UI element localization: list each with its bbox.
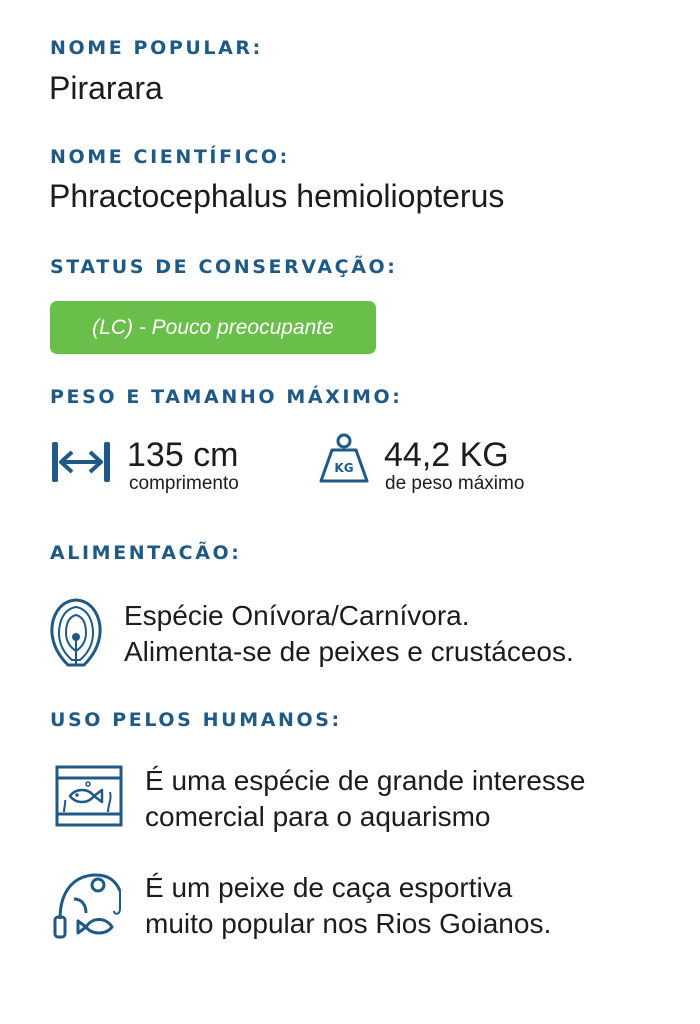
max-weight-value: 44,2 KG [384, 436, 509, 474]
popular-name-value: Pirarara [49, 70, 163, 106]
human-use-item-aquarium [145, 763, 586, 835]
feeding-heading: ALIMENTACÃO: [50, 542, 242, 564]
human-use-item-fishing [145, 870, 551, 942]
max-length-caption: comprimento [129, 473, 239, 494]
fish-steak-icon [48, 597, 104, 669]
aquarium-line-1: É uma espécie de grande interesse [145, 765, 586, 796]
feeding-description [124, 598, 574, 670]
aquarium-icon [54, 764, 124, 828]
fishing-line-2: muito popular nos Rios Goianos. [145, 908, 552, 939]
size-weight-heading: PESO E TAMANHO MÁXIMO: [50, 386, 403, 408]
feeding-line-2: Alimenta-se de peixes e crustáceos. [124, 636, 574, 667]
human-use-heading: USO PELOS HUMANOS: [50, 709, 342, 731]
aquarium-line-2: comercial para o aquarismo [145, 801, 491, 832]
fishing-icon [52, 869, 126, 941]
fishing-line-1: É um peixe de caça esportiva [145, 872, 513, 903]
max-length-value: 135 cm [127, 436, 239, 474]
conservation-status-badge: (LC) - Pouco preocupante [50, 301, 376, 354]
feeding-line-1: Espécie Onívora/Carnívora. [124, 600, 470, 631]
popular-name-heading: NOME POPULAR: [50, 37, 263, 59]
weight-icon-label: KG [334, 461, 354, 475]
max-weight-caption: de peso máximo [385, 473, 525, 494]
scientific-name-value: Phractocephalus hemioliopterus [49, 178, 505, 214]
length-arrow-icon [50, 438, 112, 486]
weight-icon [318, 432, 370, 486]
conservation-heading: STATUS DE CONSERVAÇÃO: [50, 256, 398, 278]
scientific-name-heading: NOME CIENTÍFICO: [50, 146, 290, 168]
